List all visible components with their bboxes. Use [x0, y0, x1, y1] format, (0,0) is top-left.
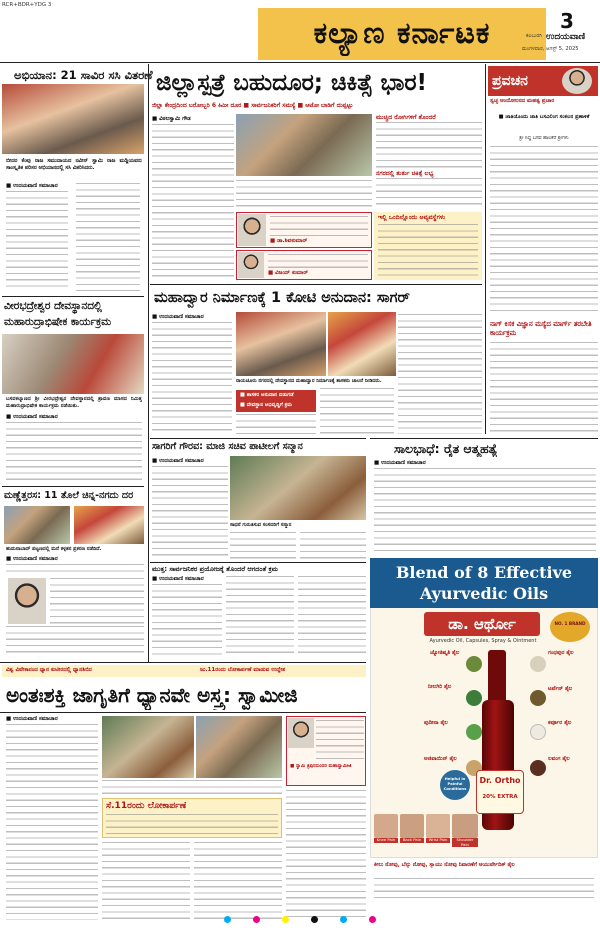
- meditation-kicker-left: ವಿಶ್ವ ವಿವೇಕಾನಂದ ಧ್ಯಾನ ಕುಟೀರದಲ್ಲಿ ಧ್ಯಾನಶಿಬಿರ: [6, 667, 92, 673]
- ad-pain-wrist: [426, 814, 450, 838]
- lead-right-head: ಮುಚ್ಚಿದ ರೋಗಿಗಳಿಗೆ ತೊಂದರೆ: [376, 114, 436, 121]
- pravachana-body-2: [490, 342, 598, 434]
- ad-oil-4: ಟರ್ಪೆನ್ ತೈಲ: [548, 686, 573, 692]
- lead-byline: ■ ವಿಠಲಸ್ವಾಮಿ ಗೌಡ: [152, 116, 191, 122]
- left3-headline: ಮಣ್ಣೆತ್ತರಸ: 11 ತೊಲೆ ಚಿನ್ನ-ನಗದು ದರ: [4, 490, 134, 501]
- pravachana-second-head: ನಾಗ್ ಕಿಸಕ ವಿಜ್ಞಾನ ಮಸ್ಯೆದ ಮಾರ್ಗ್ ತರಬೇತಿ ಕಾರ್ಯಕ್ರಮ: [490, 320, 592, 337]
- middle-byline: ■ ಉದಯವಾಣಿ ಸಮಾಚಾರ: [152, 314, 204, 320]
- lead-right-body-2: [376, 178, 482, 208]
- sangeetha-body-3: [300, 532, 366, 560]
- middle-photo-1: [236, 312, 326, 376]
- edition-code: RCR+BDR+YDG 3: [2, 2, 52, 8]
- sangeetha-photo: [230, 456, 366, 520]
- left2-byline: ■ ಉದಯವಾಣಿ ಸಮಾಚಾರ: [6, 414, 58, 420]
- pravachana-subhead: ■ ಜಾತಿಯೊಂದು ಜಾತಿ ಬಸವಿಲಿಂಗ ಸಂಕಲನ ಪ್ರಣಾಳಿಕೆ: [498, 114, 590, 120]
- left3-photo-2: [74, 506, 144, 544]
- meditation-photo-2: [196, 716, 282, 778]
- mutt-body-2: [226, 576, 294, 656]
- meditation-headline: ಅಂತಃಶಕ್ತಿ ಜಾಗೃತಿಗೆ ಧ್ಯಾನವೇ ಅಸ್ತ್ರ: ಸ್ವಾಮೀಜಿ: [6, 683, 298, 707]
- middle-photo-2: [328, 312, 396, 376]
- pravachana-author: ಶ್ರೀ ಸಿದ್ಧ ಬಸವ ಹಾಲಕೆರೆ ಶ್ರೀಗಳು: [519, 136, 569, 141]
- meditation-sub-head: ಸೆ.11ರಂದು ಲೋಕಾರ್ಪಣೆ: [106, 801, 187, 811]
- left2-headline: ವೀರಭದ್ರೇಶ್ವರ ದೇವಸ್ಥಾನದಲ್ಲಿ ಮಹಾರುದ್ರಾಭಿಷೇಕ ಕಾರ್ಯಕ್ರಮ: [4, 300, 112, 328]
- quote2-name: ■ ವಿಜಯ್ ಕುಮಾರ್: [268, 270, 309, 276]
- middle-highlight-1: ■ ಶಾಸಕರ ಅನುದಾನ ಬಿಡುಗಡೆ: [240, 392, 294, 398]
- quote1-name: ■ ಡಾ.ಶಿವಕುಮಾರ್: [270, 238, 308, 244]
- mutt-body-1: [152, 584, 222, 656]
- meditation-photo-1: [102, 716, 194, 778]
- pravachana-label: ಪ್ರವಚನ: [492, 73, 528, 89]
- paper-prefix: ಕಲಬುರಗಿ: [526, 33, 542, 39]
- left2-caption: ಬಸವಕಲ್ಯಾಣದ ಶ್ರೀ ವೀರಭದ್ರೇಶ್ವರ ದೇವಸ್ಥಾನದಲ್ಲಿ ಶ್ರಾವಣ ಮಾಸದ ನಿಮಿತ್ತ ಮಹಾರುದ್ರಾಭಿಷೇಕ ಕಾರ್ಯಕ್ರಮ ನಡೆಯಿತು.: [6, 396, 142, 409]
- lead-photo: [236, 114, 372, 176]
- ad-pain-wrist-label: Wrist Pain: [426, 838, 450, 843]
- left3-photo-1: [4, 506, 70, 544]
- lead-body-col2: [236, 180, 372, 208]
- ad-oil-8-icon: [530, 760, 546, 776]
- sangeetha-headline: ಸಾಗರಿಗೆ ಗೌರವ: ಮಾಜಿ ಸಚಿವ ಪಾಟೀಲಗೆ ಸನ್ಮಾನ: [152, 441, 303, 452]
- quote1-text: [270, 216, 368, 236]
- ad-oil-5: ಪುದೀನಾ ತೈಲ: [424, 720, 448, 726]
- ad-pain-shoulder-photo: [452, 814, 478, 838]
- middle-body-col1: [152, 322, 232, 434]
- ad-extra: 20% EXTRA: [482, 794, 518, 800]
- ad-oil-2: ಗಂಧಪುರ ತೈಲ: [548, 650, 574, 656]
- meditation-quote-name: ■ ಸ್ವಾಮಿ ತ್ರಿಪುರಸುಂದರ ಮಹಾಸ್ವಾಮೀಜಿ: [290, 764, 352, 769]
- meditation-body-col1: [6, 724, 98, 920]
- mutt-headline: ಮುತ್ತ: ಸಾರ್ವಜನಿಕರ ಪ್ರಯೋಜಕ್ಕೆ ತೊಂದರೆ ಆಗದಂತೆ ಕ್ರಮ: [152, 565, 279, 573]
- left3-byline: ■ ಉದಯವಾಣಿ ಸಮಾಚಾರ: [6, 556, 58, 562]
- ad-bottom-lines: [374, 878, 594, 900]
- ad-badge-text: NO. 1 BRAND: [554, 621, 586, 626]
- meditation-quote-mug: [288, 718, 314, 748]
- left1-body-col2: [76, 183, 140, 291]
- ad-pain-shoulder-label: Shoulder Pain: [452, 838, 478, 847]
- ad-badge: [550, 612, 590, 642]
- quote2-text: [268, 254, 368, 268]
- farmers-body: [374, 468, 596, 554]
- left3-body-1: [6, 564, 144, 576]
- ad-bottle-brand: Dr. Ortho: [479, 776, 521, 785]
- left3-body-3: [6, 626, 144, 654]
- mutt-byline: ■ ಉದಯವಾಣಿ ಸಮಾಚಾರ: [152, 576, 204, 582]
- sangeetha-body-2: [230, 532, 296, 560]
- issue-date: ಮಂಗಳವಾರ, ಆಗಸ್ಟ್ 5, 2025: [522, 46, 579, 52]
- middle-body-col4: [320, 388, 394, 436]
- paper-name: ಉದಯವಾಣಿ: [546, 32, 586, 42]
- lead-right-sub: ನಗರದಲ್ಲಿ ತುರ್ತು ಚಿಕಿತ್ಸೆ ಲಭ್ಯ: [376, 170, 434, 177]
- meditation-body-col3: [194, 842, 282, 920]
- left1-byline: ■ ಉದಯವಾಣಿ ಸಮಾಚಾರ: [6, 183, 58, 189]
- mutt-body-3: [298, 576, 366, 656]
- left2-body: [6, 422, 142, 482]
- registration-marks: [150, 916, 450, 924]
- ad-oil-3: ನೀಲಗಿರಿ ತೈಲ: [428, 684, 452, 690]
- ad-oil-8: ಲವಂಗ ತೈಲ: [548, 756, 570, 762]
- ad-oil-2-icon: [530, 656, 546, 672]
- left3-caption: ಹುಮನಾಬಾದ್ ಪಟ್ಟಣದಲ್ಲಿ ಮನೆ ಕಳ್ಳತನ ಪ್ರಕರಣ ನಡೆದಿದೆ.: [6, 546, 102, 552]
- meditation-sub-body: [106, 814, 278, 836]
- left2-photo: [2, 334, 144, 394]
- left3-body-2: [50, 578, 144, 624]
- ad-oil-3-icon: [466, 690, 482, 706]
- ad-oil-1: ಜ್ಯೋತಿಷ್ಮತಿ ತೈಲ: [430, 650, 460, 656]
- middle-body-col3: [236, 414, 316, 436]
- ad-pain-back: [400, 814, 424, 838]
- lead-box-head: ಇಲ್ಲಿ ಒಂದಿಲ್ಲೊಂದು ಅವ್ಯವಸ್ಥೆಗಳು: [378, 214, 446, 221]
- ad-oil-1-icon: [466, 656, 482, 672]
- meditation-quote-text: [316, 720, 364, 760]
- meditation-body-col2: [102, 842, 190, 920]
- quote1-mug: [238, 214, 266, 246]
- middle-caption: ರಾಯಚೂರು ನಗರದಲ್ಲಿ ದೇವಸ್ಥಾನದ ಮಹಾದ್ವಾರ ನಿರ್ಮಾಣಕ್ಕೆ ಶಾಸಕರು ಚಾಲನೆ ನೀಡಿದರು.: [236, 378, 382, 384]
- lead-subhead: ಜಿಲ್ಲಾ ಕೇಂದ್ರದಿಂದ ಬರೋಬ್ಬರಿ 6 ಕಿಮೀ ದೂರ ■ ಸಾರ್ವಜನಿಕರಿಗೆ ಸಮಸ್ಯೆ ■ ಆಟೋ ಬಾಡಿಗೆ ದುಪ್ಪಟ್ಟು: [152, 102, 353, 109]
- left1-caption: ಬೀದರ ಕೆಂಪು ರಾಜ ಸಮುದಾಯದ ನವೀನ್ ಸ್ವಾಮಿ ರಾಜ ಮಡ್ಡಿಯವರು ಸಾಂಸ್ಕೃತಿಕ ಪರಿಸರ ಅಭಿಯಾನದಲ್ಲಿ ಸಸಿ ವಿತರಿಸಿದರು.: [6, 158, 142, 171]
- pravachana-mug: [562, 68, 592, 94]
- ad-banner: Blend of 8 Effective Ayurvedic Oils: [395, 563, 573, 603]
- lead-right-body: [376, 122, 482, 168]
- sangeetha-caption: ಸಾಧನೆ ಗುರುತಿಸುವ ಸಂಸದರಿಗೆ ಸನ್ಮಾನ: [230, 522, 292, 528]
- farmers-byline: ■ ಉದಯವಾಣಿ ಸಮಾಚಾರ: [374, 460, 426, 466]
- ad-pain-knee-label: Knee Pain: [374, 838, 398, 843]
- ad-subline: Ayurvedic Oil, Capsules, Spray & Ointment: [429, 638, 537, 644]
- middle-body-col2: [398, 314, 482, 434]
- ad-oil-6-icon: [530, 724, 546, 740]
- meditation-kicker-right: ಜು.11ರಂದು ಲೋಕಾರ್ಪಣೆ ಮಾಡುವ ಉದ್ದೇಶ: [200, 667, 286, 673]
- ad-oil-6: ಕರ್ಪೂರ ತೈಲ: [548, 720, 572, 726]
- pravachana-body: [490, 146, 598, 316]
- ad-pain-knee: [374, 814, 398, 838]
- farmers-headline: ಸಾಲಭಾಧೆ: ರೈತ ಆತ್ಮಹತ್ಯೆ: [394, 441, 498, 456]
- lead-box-body: [378, 224, 478, 276]
- middle-headline: ಮಹಾದ್ವಾರ ನಿರ್ಮಾಣಕ್ಕೆ 1 ಕೋಟಿ ಅನುದಾನ: ಸಾಗರ್: [154, 290, 410, 306]
- meditation-byline: ■ ಉದಯವಾಣಿ ಸಮಾಚಾರ: [6, 716, 58, 722]
- left3-mugshot: [8, 578, 46, 624]
- middle-highlight-2: ■ ದೇವಸ್ಥಾನ ಅಭಿವೃದ್ಧಿಗೆ ಕ್ರಮ: [240, 402, 293, 408]
- left1-body-col1: [6, 191, 68, 291]
- left1-photo: [2, 84, 144, 154]
- ad-helpful-text: Helpful in Painful Conditions: [443, 776, 467, 791]
- quote2-mug: [238, 252, 264, 278]
- section-title: ಕಲ್ಯಾಣ ಕರ್ನಾಟಕ: [313, 16, 491, 51]
- ad-bottom-text: ಕೀಲು ನೋವು, ಬೆನ್ನು ನೋವು, ಸ್ನಾಯು ನೋವು ನಿವಾರಣೆಗೆ ಆಯುರ್ವೇದಿಕ್ ತೈಲ: [374, 862, 515, 868]
- ad-oil-5-icon: [466, 724, 482, 740]
- lead-headline: ಜಿಲ್ಲಾಸ್ಪತ್ರೆ ಬಹುದೂರ; ಚಿಕಿತ್ಸೆ ಭಾರ!: [156, 70, 428, 96]
- ad-oil-4-icon: [530, 690, 546, 706]
- ad-bottle-neck: [488, 650, 506, 700]
- page-number: 3: [560, 10, 574, 32]
- meditation-caption-lines: [102, 780, 282, 794]
- ad-brand-kn: ಡಾ. ಆರ್ಥೋ: [448, 615, 516, 633]
- left1-headline: ಅಭಿಯಾನ: 21 ಸಾವಿರ ಸಸಿ ವಿತರಣೆ: [14, 68, 153, 82]
- meditation-body-col4: [286, 790, 366, 920]
- lead-body-col1: [152, 124, 234, 280]
- pravachana-tagline: ಸ್ವಚ್ಛ ಆಂದೋಲನದ ಮಹತ್ವ ಪ್ರಚಾರ: [490, 98, 555, 104]
- ad-pain-back-label: Back Pain: [400, 838, 424, 843]
- sangeetha-byline: ■ ಉದಯವಾಣಿ ಸಮಾಚಾರ: [152, 458, 204, 464]
- sangeetha-body: [152, 466, 228, 560]
- ad-oil-7: ಅಜಿವಾಯಿನ್ ತೈಲ: [424, 756, 457, 762]
